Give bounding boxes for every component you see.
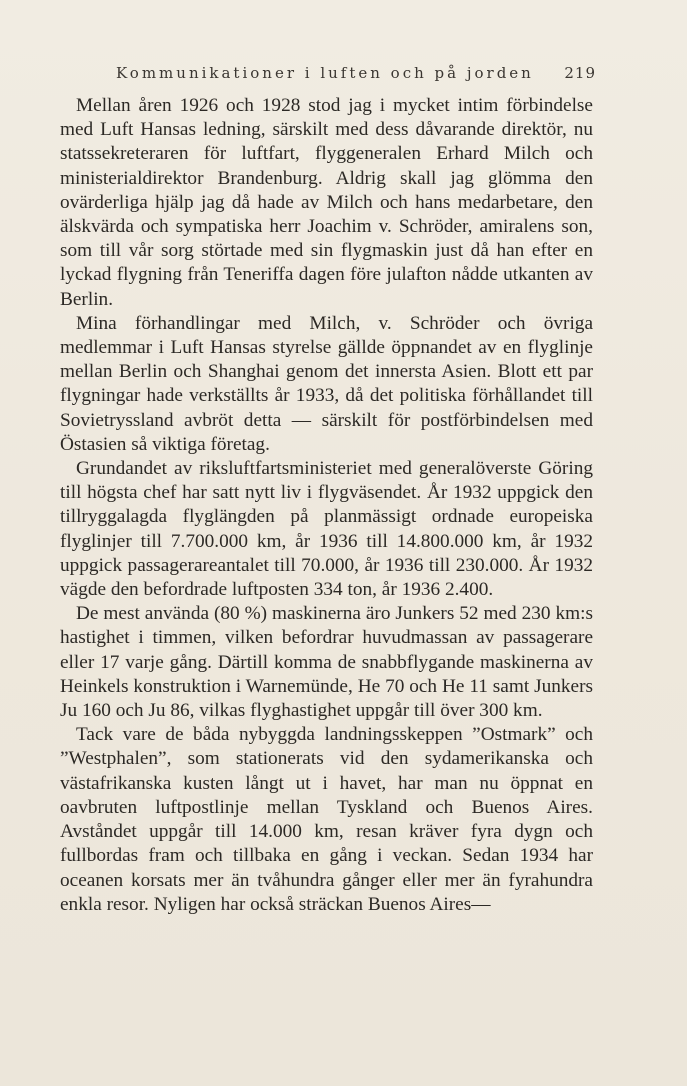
body-text bbox=[60, 94, 593, 917]
paragraph: Mina förhandlingar med Milch, v. Schröder och övriga medlemmar i Luft Hansas styrelse gällde öppnandet av en flyglinje mellan Berlin och Shanghai genom det innersta Asien. Blott ett par flygningar hade verkställts år 1933, då det politiska förhållandet till Sovietryssland avbröt detta — särskilt för postförbindelsen med Östasien så viktiga företag. bbox=[60, 312, 593, 455]
paragraph: Mellan åren 1926 och 1928 stod jag i mycket intim förbindelse med Luft Hansas ledning, särskilt med dess dåvarande direktör, nu statssekreteraren för luftfart, flyggeneralen Erhard Milch och ministerialdirektor Brandenburg. Aldrig skall jag glömma den ovärderliga hjälp jag då hade av Milch och hans medarbetare, den älskvärda och sympatiska herr Joachim v. Schröder, amiralens son, som till vår sorg störtade med sin flygmaskin just då han efter en lyckad flygning från Teneriffa dagen före julafton nådde utkanten av Berlin. bbox=[60, 95, 593, 310]
running-title: Kommunikationer i luften och på jorden bbox=[116, 64, 534, 82]
page-number: 219 bbox=[564, 64, 596, 82]
paragraph: Grundandet av riksluftfartsministeriet med generalöverste Göring till högsta chef har satt nytt liv i flygväsendet. År 1932 uppgick den tillryggalagda flyglängden på planmässigt ordnade europeiska flyglinjer till 7.700.000 km, år 1936 till 14.800.000 km, år 1932 uppgick passagerareantalet till 70.000, år 1936 till 230.000. År 1932 vägde den befordrade luftposten 334 ton, år 1936 2.400. bbox=[60, 458, 593, 601]
paragraph: Tack vare de båda nybyggda landningsskeppen ”Ostmark” och ”Westphalen”, som stationerats vid den sydamerikanska och västafrikanska kusten långt ut i havet, har man nu öppnat en oavbruten luftpostlinje mellan Tyskland och Buenos Aires. Avståndet uppgår till 14.000 km, resan kräver fyra dygn och fullbordas fram och tillbaka en gång i veckan. Sedan 1934 har oceanen korsats mer än tvåhundra gånger eller mer än fyrahundra enkla resor. Nyligen har också sträckan Buenos Aires— bbox=[60, 724, 593, 915]
paragraph: De mest använda (80 %) maskinerna äro Junkers 52 med 230 km:s hastighet i timmen, vilken befordrar huvudmassan av passagerare eller 17 varje gång. Därtill komma de snabbflygande maskinerna av Heinkels konstruktion i Warnemünde, He 70 och He 11 samt Junkers Ju 160 och Ju 86, vilkas flyghastighet uppgår till över 300 km. bbox=[60, 603, 593, 722]
